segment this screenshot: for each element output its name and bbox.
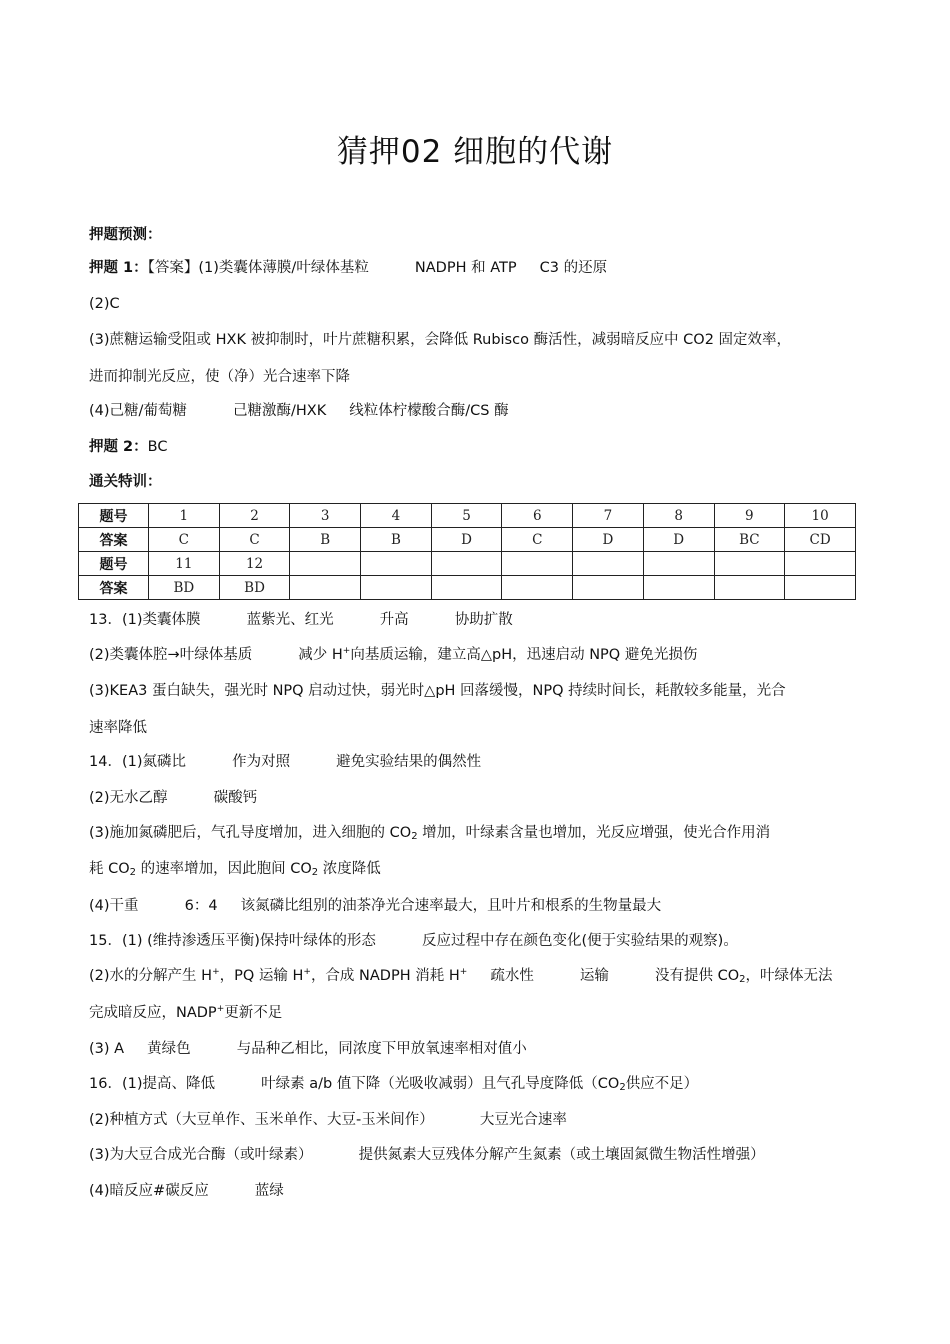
table-cell: 9 bbox=[714, 504, 785, 528]
table-row bbox=[79, 528, 856, 552]
table-cell: 1 bbox=[149, 504, 220, 528]
answer-line: (3)蔗糖运输受阻或 HXK 被抑制时，叶片蔗糖积累，会降低 Rubisco 酶活性，减弱暗反应中 CO2 固定效率， bbox=[89, 332, 792, 348]
table-cell: 10 bbox=[785, 504, 856, 528]
table-cell: 7 bbox=[573, 504, 644, 528]
table-cell bbox=[714, 552, 785, 576]
answer-text: 16．(1)提高、降低 叶绿素 a/b 值下降（光吸收减弱）且气孔导度降低（CO bbox=[89, 1076, 620, 1092]
answer-line: (4)暗反应#碳反应 蓝绿 bbox=[89, 1183, 284, 1199]
question-label: 押题 1： bbox=[89, 260, 148, 276]
table-cell: BD bbox=[219, 576, 290, 600]
table-cell: D bbox=[573, 528, 644, 552]
answer-text: ，叶绿体无法 bbox=[745, 968, 833, 984]
answer-line: (2)种植方式（大豆单作、玉米单作、大豆-玉米间作） 大豆光合速率 bbox=[89, 1112, 567, 1128]
table-cell: 11 bbox=[149, 552, 220, 576]
answer-text: 耗 CO bbox=[89, 861, 130, 877]
table-cell: B bbox=[290, 528, 361, 552]
answer-table bbox=[78, 503, 856, 600]
table-cell bbox=[643, 552, 714, 576]
table-cell bbox=[785, 552, 856, 576]
table-cell bbox=[361, 576, 432, 600]
answer-line: (2)C bbox=[89, 296, 120, 312]
table-row bbox=[79, 504, 856, 528]
table-cell: CD bbox=[785, 528, 856, 552]
answer-line: 14．(1)氮磷比 作为对照 避免实验结果的偶然性 bbox=[89, 754, 482, 770]
answer-line: (3)KEA3 蛋白缺失，强光时 NPQ 启动过快，弱光时△pH 回落缓慢，NPQ 持续时间长，耗散较多能量，光合 bbox=[89, 683, 786, 699]
answer-text: (2)水的分解产生 H bbox=[89, 968, 213, 984]
page-title: 猜押02 细胞的代谢 bbox=[336, 134, 614, 170]
table-cell bbox=[573, 576, 644, 600]
answer-text: 更新不足 bbox=[224, 1005, 283, 1021]
superscript: + bbox=[216, 1004, 225, 1014]
answer-line: (3)为大豆合成光合酶（或叶绿素） 提供氮素大豆残体分解产生氮素（或土壤固氮微生物活性增强） bbox=[89, 1147, 765, 1163]
subscript: 2 bbox=[129, 867, 137, 878]
superscript: + bbox=[303, 967, 311, 977]
answer-text: ，合成 NADPH 消耗 H bbox=[310, 968, 460, 984]
answer-line bbox=[89, 1004, 282, 1022]
answer-text: 疏水性 运输 没有提供 CO bbox=[467, 968, 740, 984]
table-cell: B bbox=[361, 528, 432, 552]
subscript: 2 bbox=[411, 831, 418, 842]
answer-text: 向基质运输，建立高△pH，迅速启动 NPQ 避免光损伤 bbox=[350, 647, 698, 663]
answer-line: 15．(1) (维持渗透压平衡)保持叶绿体的形态 反应过程中存在颜色变化(便于实验结果的观察)。 bbox=[89, 933, 738, 949]
answer-text: (2)类囊体腔→叶绿体基质 减少 H bbox=[89, 647, 343, 663]
answer-line: (3) A 黄绿色 与品种乙相比，同浓度下甲放氧速率相对值小 bbox=[89, 1041, 527, 1057]
answer-text: BC bbox=[147, 439, 168, 455]
answer-line bbox=[89, 259, 607, 277]
section-heading-prediction: 押题预测： bbox=[89, 227, 162, 243]
row-header: 答案 bbox=[79, 576, 149, 600]
table-cell bbox=[785, 576, 856, 600]
answer-line: 速率降低 bbox=[89, 720, 147, 736]
table-row bbox=[79, 576, 856, 600]
question-label: 押题 2： bbox=[89, 439, 148, 455]
superscript: + bbox=[342, 646, 351, 656]
answer-text: ，PQ 运输 H bbox=[219, 968, 304, 984]
table-cell: 4 bbox=[361, 504, 432, 528]
table-cell bbox=[502, 576, 573, 600]
table-cell: 6 bbox=[502, 504, 573, 528]
answer-line: 13．(1)类囊体膜 蓝紫光、红光 升高 协助扩散 bbox=[89, 612, 513, 628]
answer-line bbox=[89, 967, 833, 985]
answer-text: (3)施加氮磷肥后，气孔导度增加，进入细胞的 CO bbox=[89, 825, 412, 841]
answer-line: 进而抑制光反应，使（净）光合速率下降 bbox=[89, 369, 350, 385]
answer-line: (4)干重 6：4 该氮磷比组别的油茶净光合速率最大，且叶片和根系的生物量最大 bbox=[89, 898, 662, 914]
table-cell bbox=[431, 552, 502, 576]
answer-text: 完成暗反应，NADP bbox=[89, 1005, 217, 1021]
table-cell bbox=[290, 552, 361, 576]
table-cell: C bbox=[502, 528, 573, 552]
table-cell: BC bbox=[714, 528, 785, 552]
table-cell: C bbox=[219, 528, 290, 552]
table-cell: 12 bbox=[219, 552, 290, 576]
table-cell bbox=[502, 552, 573, 576]
table-cell bbox=[361, 552, 432, 576]
table-cell: 2 bbox=[219, 504, 290, 528]
table-cell bbox=[431, 576, 502, 600]
table-cell: 8 bbox=[643, 504, 714, 528]
answer-text: 【答案】(1)类囊体薄膜/叶绿体基粒 NADPH 和 ATP C3 的还原 bbox=[147, 260, 608, 276]
table-cell: BD bbox=[149, 576, 220, 600]
subscript: 2 bbox=[739, 974, 746, 985]
table-row bbox=[79, 552, 856, 576]
superscript: + bbox=[459, 967, 468, 977]
answer-text: 浓度降低 bbox=[318, 861, 381, 877]
answer-line: (4)己糖/葡萄糖 己糖激酶/HXK 线粒体柠檬酸合酶/CS 酶 bbox=[89, 403, 509, 419]
table-cell bbox=[290, 576, 361, 600]
answer-line bbox=[89, 1075, 698, 1093]
answer-text: 供应不足） bbox=[625, 1076, 699, 1092]
table-cell: C bbox=[149, 528, 220, 552]
row-header: 题号 bbox=[79, 504, 149, 528]
row-header: 答案 bbox=[79, 528, 149, 552]
row-header: 题号 bbox=[79, 552, 149, 576]
answer-text: 的速率增加，因此胞间 CO bbox=[136, 861, 312, 877]
table-cell: D bbox=[643, 528, 714, 552]
subscript: 2 bbox=[311, 867, 319, 878]
section-heading-training: 通关特训： bbox=[89, 474, 162, 490]
answer-line bbox=[89, 824, 770, 842]
answer-line bbox=[89, 438, 167, 456]
table-cell: 5 bbox=[431, 504, 502, 528]
table-cell bbox=[714, 576, 785, 600]
answer-line bbox=[89, 646, 697, 664]
table-cell: 3 bbox=[290, 504, 361, 528]
table-cell bbox=[643, 576, 714, 600]
superscript: + bbox=[212, 967, 220, 977]
subscript: 2 bbox=[619, 1082, 626, 1093]
table-cell: D bbox=[431, 528, 502, 552]
answer-line: (2)无水乙醇 碳酸钙 bbox=[89, 790, 258, 806]
answer-text: 增加，叶绿素含量也增加，光反应增强，使光合作用消 bbox=[417, 825, 771, 841]
table-cell bbox=[573, 552, 644, 576]
answer-line bbox=[89, 860, 381, 878]
